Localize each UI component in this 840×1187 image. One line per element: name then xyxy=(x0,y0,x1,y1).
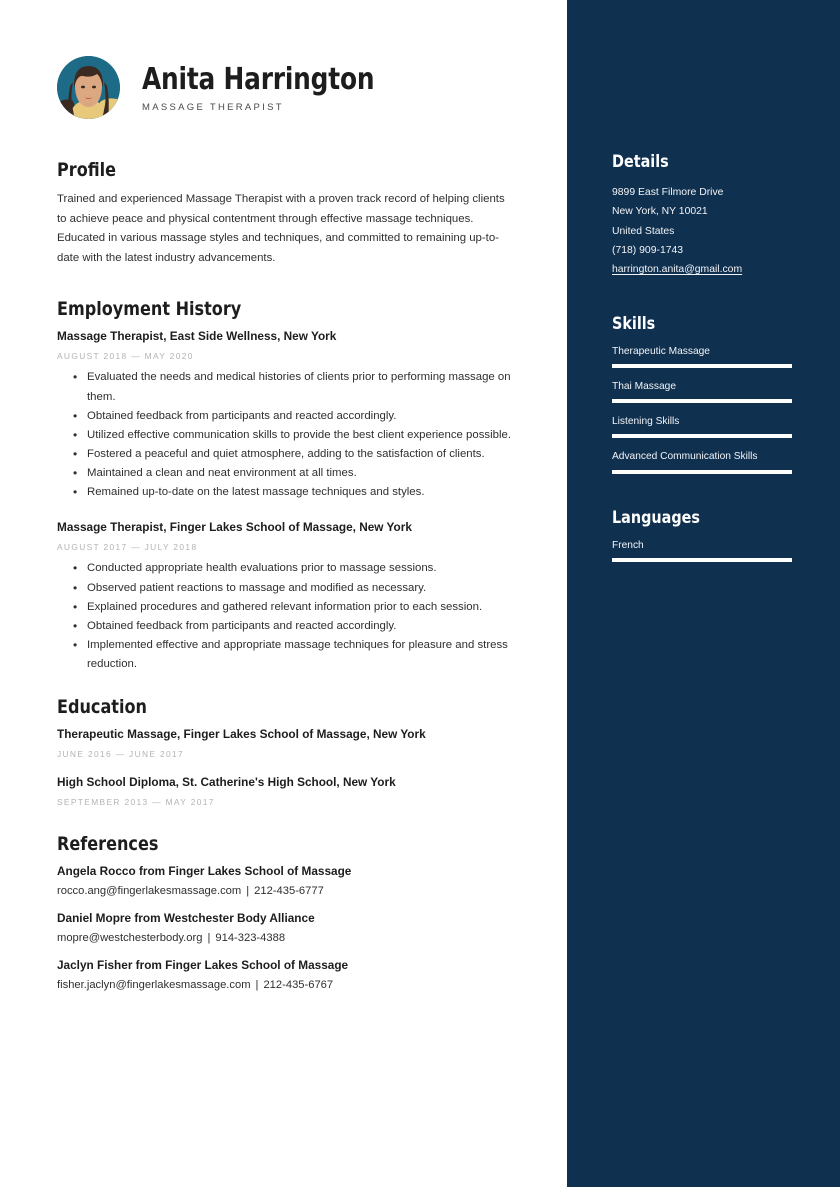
reference-contact xyxy=(57,932,511,944)
languages-heading: Languages xyxy=(612,507,700,528)
profile-text: Trained and experienced Massage Therapist with a proven track record of helping clients to achieve peace and physical contentment through effective massage techniques. Educated in various massage styles and techniques, and committed to remaining up-to-date with the latest industry advancements. xyxy=(57,193,505,264)
skill-bar-fill xyxy=(612,434,792,438)
list-item: • Explained procedures and gathered relevant information prior to each session. xyxy=(87,598,511,617)
detail-email-link[interactable] xyxy=(612,260,798,279)
skill-bar-fill xyxy=(612,470,792,474)
list-item: • Conducted appropriate health evaluations prior to massage sessions. xyxy=(87,559,511,578)
list-item: • Remained up-to-date on the latest massage techniques and styles. xyxy=(87,483,511,502)
reference-contact xyxy=(57,979,511,991)
employment-entry-title: Massage Therapist, East Side Wellness, New York xyxy=(57,329,337,344)
details-heading: Details xyxy=(612,152,669,172)
profile-heading: Profile xyxy=(57,159,117,181)
reference-name: Daniel Mopre from Westchester Body Alliance xyxy=(57,911,315,926)
language-item xyxy=(612,539,798,562)
employment-heading: Employment History xyxy=(57,298,242,321)
detail-address-line1: 9899 East Filmore Drive xyxy=(612,187,724,198)
employment-entry xyxy=(57,520,511,674)
list-item: • Maintained a clean and neat environment at all times. xyxy=(87,464,511,483)
skill-label: Therapeutic Massage xyxy=(612,345,710,357)
reference-phone: 212-435-6777 xyxy=(254,885,324,898)
list-item: • Obtained feedback from participants and reacted accordingly. xyxy=(87,407,511,426)
reference-email: mopre@westchesterbody.org xyxy=(57,932,203,945)
skill-bar-track xyxy=(612,470,798,474)
page-title: Anita Harrington xyxy=(142,61,375,97)
sidebar-section-details xyxy=(612,152,798,280)
reference-separator: | xyxy=(207,932,211,945)
employment-entry-bullets xyxy=(57,368,511,502)
skill-item xyxy=(612,415,798,438)
education-entry-date: SEPTEMBER 2013 — MAY 2017 xyxy=(57,797,215,808)
detail-email-text[interactable]: harrington.anita@gmail.com xyxy=(612,264,743,276)
section-profile xyxy=(57,159,511,268)
list-item: • Obtained feedback from participants and reacted accordingly. xyxy=(87,617,511,636)
skill-bar-fill xyxy=(612,364,792,368)
detail-country: United States xyxy=(612,225,675,237)
reference-entry xyxy=(57,911,511,944)
reference-entry xyxy=(57,864,511,897)
education-entry xyxy=(57,727,511,759)
job-title: MASSAGE THERAPIST xyxy=(142,102,284,114)
skill-label: Listening Skills xyxy=(612,416,680,428)
reference-name: Jaclyn Fisher from Finger Lakes School of Massage xyxy=(57,958,349,973)
reference-name: Angela Rocco from Finger Lakes School of Massage xyxy=(57,864,352,879)
reference-phone: 914-323-4388 xyxy=(215,932,286,945)
portrait-photo-icon xyxy=(57,56,120,119)
education-entry-title: High School Diploma, St. Catherine's High School, New York xyxy=(57,775,396,790)
employment-entry-bullets xyxy=(57,559,511,674)
language-bar-fill xyxy=(612,558,792,562)
sidebar-section-languages xyxy=(612,508,798,562)
employment-entry-date: AUGUST 2018 — MAY 2020 xyxy=(57,351,194,362)
education-entry xyxy=(57,775,511,807)
employment-entry xyxy=(57,329,511,502)
reference-contact xyxy=(57,885,511,897)
reference-separator: | xyxy=(246,885,250,898)
list-item: • Implemented effective and appropriate massage techniques for pleasure and stress reduction. xyxy=(87,636,511,674)
name-block xyxy=(142,62,395,114)
language-bar-track xyxy=(612,558,798,562)
skill-label: Thai Massage xyxy=(612,380,676,392)
employment-entry-date: AUGUST 2017 — JULY 2018 xyxy=(57,542,198,553)
reference-email: fisher.jaclyn@fingerlakesmassage.com xyxy=(57,979,251,992)
skill-item xyxy=(612,450,798,473)
avatar xyxy=(57,56,120,119)
skill-bar-track xyxy=(612,399,798,403)
references-heading: References xyxy=(57,833,159,856)
list-item: • Fostered a peaceful and quiet atmosphere, adding to the satisfaction of clients. xyxy=(87,445,511,464)
sidebar xyxy=(567,0,840,1187)
skill-item xyxy=(612,345,798,368)
reference-phone: 212-435-6767 xyxy=(263,979,334,992)
list-item: • Observed patient reactions to massage and modified as necessary. xyxy=(87,579,511,598)
section-references xyxy=(57,833,511,991)
resume-header xyxy=(57,56,511,119)
education-entry-title: Therapeutic Massage, Finger Lakes School of Massage, New York xyxy=(57,727,426,742)
skill-label: Advanced Communication Skills xyxy=(612,451,758,463)
reference-separator: | xyxy=(255,979,259,992)
education-entry-date: JUNE 2016 — JUNE 2017 xyxy=(57,749,185,760)
employment-entry-title: Massage Therapist, Finger Lakes School of Massage, New York xyxy=(57,520,412,535)
detail-phone: (718) 909-1743 xyxy=(612,245,684,257)
skill-bar-fill xyxy=(612,399,792,403)
education-heading: Education xyxy=(57,696,147,719)
section-employment-history xyxy=(57,298,511,674)
skill-bar-track xyxy=(612,434,798,438)
list-item: • Evaluated the needs and medical histories of clients prior to performing massage on them. xyxy=(87,368,511,406)
language-label: French xyxy=(612,539,644,551)
reference-email: rocco.ang@fingerlakesmassage.com xyxy=(57,885,242,898)
sidebar-section-skills xyxy=(612,314,798,474)
detail-address-line2: New York, NY 10021 xyxy=(612,206,708,218)
skills-heading: Skills xyxy=(612,313,656,334)
skill-bar-track xyxy=(612,364,798,368)
skill-item xyxy=(612,380,798,403)
list-item: • Utilized effective communication skills to provide the best client experience possible. xyxy=(87,426,511,445)
reference-entry xyxy=(57,958,511,991)
section-education xyxy=(57,696,511,807)
